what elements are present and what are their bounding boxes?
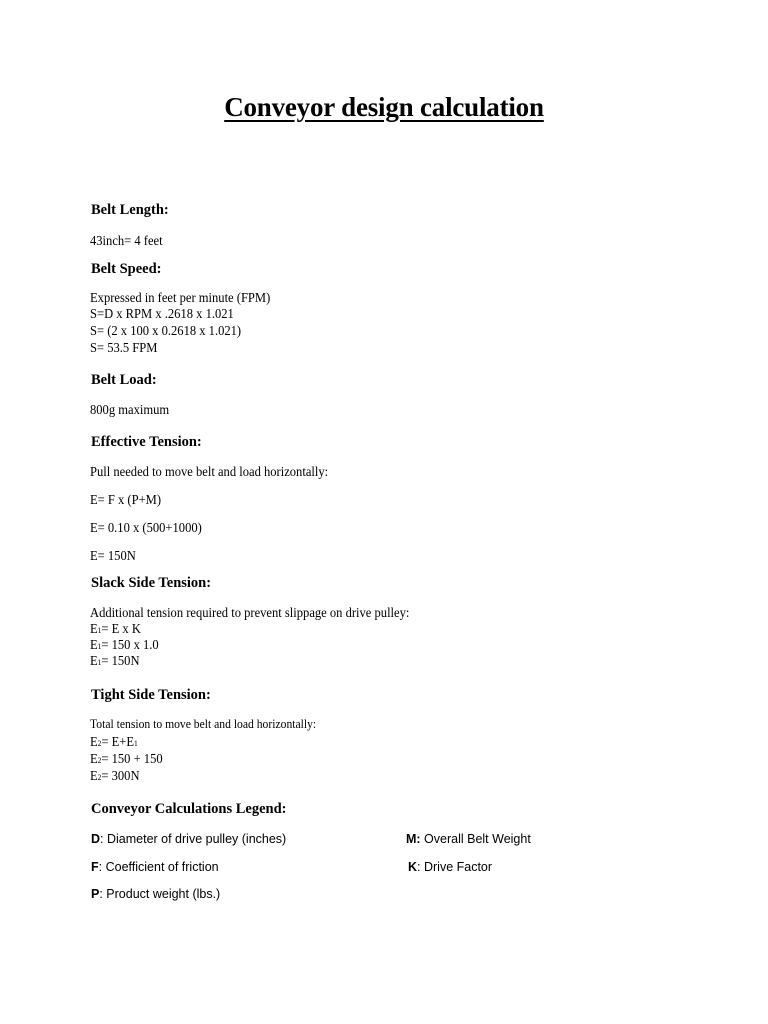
slack-side-tension-formula: E1= 150 x 1.0 bbox=[90, 637, 159, 652]
slack-side-tension-result: E1= 150N bbox=[90, 653, 140, 668]
effective-tension-formula: E= 0.10 x (500+1000) bbox=[90, 520, 202, 535]
legend-item-p: P: Product weight (lbs.) bbox=[91, 887, 221, 901]
effective-tension-description: Pull needed to move belt and load horizontally: bbox=[90, 464, 329, 479]
effective-tension-result: E= 150N bbox=[90, 548, 136, 563]
belt-load-value: 800g maximum bbox=[90, 402, 170, 417]
tight-side-tension-formula: E2= E+E1 bbox=[90, 734, 138, 749]
belt-speed-line: S= (2 x 100 x 0.2618 x 1.021) bbox=[90, 323, 242, 338]
belt-speed-line: S=D x RPM x .2618 x 1.021 bbox=[90, 306, 234, 321]
belt-length-value: 43inch= 4 feet bbox=[90, 233, 163, 248]
belt-load-heading: Belt Load: bbox=[91, 372, 157, 388]
legend-item-k: K: Drive Factor bbox=[408, 860, 493, 874]
belt-speed-line: Expressed in feet per minute (FPM) bbox=[90, 290, 271, 305]
effective-tension-formula: E= F x (P+M) bbox=[90, 492, 162, 507]
tight-side-tension-heading: Tight Side Tension: bbox=[91, 687, 211, 703]
slack-side-tension-heading: Slack Side Tension: bbox=[91, 575, 212, 591]
legend-item-f: F: Coefficient of friction bbox=[91, 860, 219, 874]
legend-item-d: D: Diameter of drive pulley (inches) bbox=[91, 832, 287, 846]
effective-tension-heading: Effective Tension: bbox=[91, 434, 202, 450]
tight-side-tension-description: Total tension to move belt and load horizontally: bbox=[90, 717, 317, 731]
tight-side-tension-result: E2= 300N bbox=[90, 768, 140, 783]
slack-side-tension-formula: E1= E x K bbox=[90, 621, 141, 636]
legend-heading: Conveyor Calculations Legend: bbox=[91, 801, 287, 817]
belt-speed-line: S= 53.5 FPM bbox=[90, 340, 158, 355]
legend-item-m: M: Overall Belt Weight bbox=[406, 832, 531, 846]
belt-length-heading: Belt Length: bbox=[91, 202, 169, 218]
belt-speed-heading: Belt Speed: bbox=[91, 261, 162, 277]
page-title: Conveyor design calculation bbox=[224, 92, 544, 122]
tight-side-tension-formula: E2= 150 + 150 bbox=[90, 751, 163, 766]
slack-side-tension-description: Additional tension required to prevent slippage on drive pulley: bbox=[90, 605, 410, 620]
